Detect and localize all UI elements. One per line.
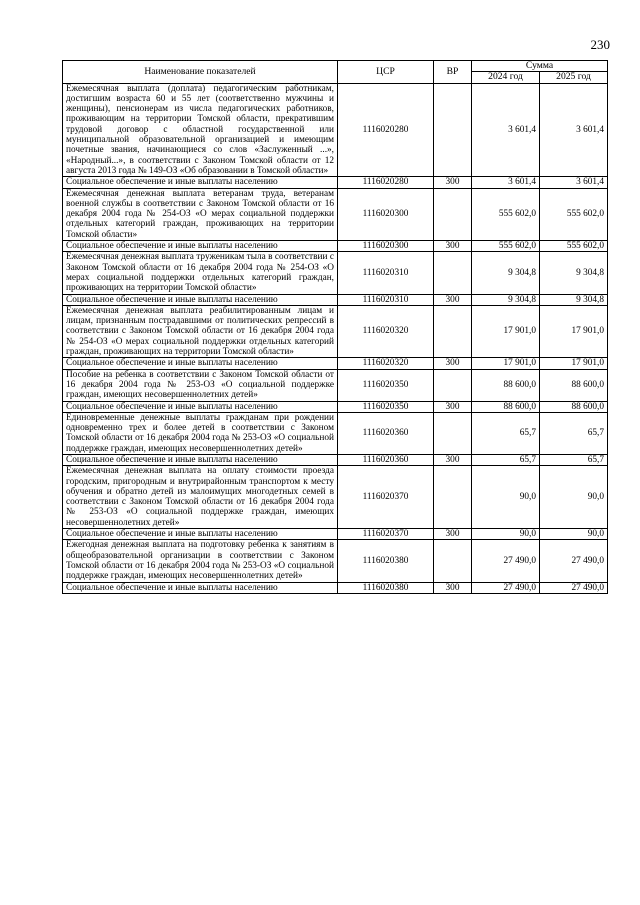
row-csr: 1116020300 — [338, 241, 434, 252]
row-name: Ежемесячная денежная выплата труженикам тыла в соответствии с Законом Томской области от 16 декабря 2004 года № 254-ОЗ «О мерах социальной поддержки отдельных категорий граждан, проживающих на территории Томской области» — [63, 252, 338, 294]
row-value-2024: 17 901,0 — [472, 305, 540, 357]
row-name: Ежемесячная выплата (доплата) педагогическим работникам, достигшим возраста 60 и 55 лет (соответственно мужчины и женщины), пенсионерам из числа педагогических работников, проживающим на территории Томской области, прекратившим трудовой договор с областной государственной или муниципальной образовательной организацией и имеющим почетные звания, начинающиеся со слов «Заслуженный ...», «Народный...», в соответствии с Законом Томской области от 12 августа 2013 года № 149-ОЗ «Об образовании в Томской области» — [63, 83, 338, 177]
row-value-2024: 90,0 — [472, 529, 540, 540]
row-value-2024: 27 490,0 — [472, 582, 540, 593]
row-value-2025: 88 600,0 — [540, 401, 608, 412]
row-value-2025: 27 490,0 — [540, 582, 608, 593]
row-value-2024: 555 602,0 — [472, 241, 540, 252]
row-value-2025: 9 304,8 — [540, 294, 608, 305]
row-name: Ежегодная денежная выплата на подготовку ребенка к занятиям в общеобразовательной организации в соответствии с Законом Томской области от 16 декабря 2004 года № 253-ОЗ «О социальной поддержке граждан, имеющих несовершеннолетних детей» — [63, 540, 338, 582]
header-year-2024: 2024 год — [472, 72, 540, 83]
table-row — [63, 466, 608, 529]
table-row — [63, 177, 608, 188]
table-row — [63, 294, 608, 305]
row-vr: 300 — [434, 241, 472, 252]
row-value-2025: 65,7 — [540, 412, 608, 454]
row-vr — [434, 305, 472, 357]
row-vr — [434, 188, 472, 240]
row-vr — [434, 540, 472, 582]
row-vr — [434, 412, 472, 454]
row-name: Ежемесячная денежная выплата реабилитированным лицам и лицам, признанным пострадавшими от политических репрессий в соответствии с Законом Томской области от 16 декабря 2004 года № 254-ОЗ «О мерах социальной поддержки отдельных категорий граждан, проживающих на территории Томской области» — [63, 305, 338, 357]
row-csr: 1116020320 — [338, 305, 434, 357]
row-csr: 1116020380 — [338, 582, 434, 593]
row-value-2025: 555 602,0 — [540, 188, 608, 240]
row-name: Социальное обеспечение и иные выплаты населению — [63, 582, 338, 593]
row-value-2025: 65,7 — [540, 454, 608, 465]
table-row — [63, 582, 608, 593]
header-vr: ВР — [434, 61, 472, 84]
row-csr: 1116020350 — [338, 401, 434, 412]
header-csr: ЦСР — [338, 61, 434, 84]
row-vr — [434, 466, 472, 529]
row-csr: 1116020350 — [338, 369, 434, 401]
row-csr: 1116020360 — [338, 454, 434, 465]
row-vr: 300 — [434, 177, 472, 188]
row-value-2024: 17 901,0 — [472, 358, 540, 369]
table-row — [63, 358, 608, 369]
row-name: Социальное обеспечение и иные выплаты населению — [63, 454, 338, 465]
row-value-2024: 88 600,0 — [472, 369, 540, 401]
table-row — [63, 540, 608, 582]
row-vr — [434, 83, 472, 177]
table-row — [63, 401, 608, 412]
row-value-2025: 17 901,0 — [540, 358, 608, 369]
row-vr: 300 — [434, 401, 472, 412]
budget-table — [62, 60, 608, 594]
row-name: Ежемесячная денежная выплата ветеранам труда, ветеранам военной службы в соответствии с Законом Томской области от 16 декабря 2004 года № 254-ОЗ «О мерах социальной поддержки отдельных категорий граждан, проживающих на территории Томской области» — [63, 188, 338, 240]
row-value-2025: 27 490,0 — [540, 540, 608, 582]
table-row — [63, 241, 608, 252]
table-row — [63, 188, 608, 240]
row-name: Социальное обеспечение и иные выплаты населению — [63, 241, 338, 252]
header-year-2025: 2025 год — [540, 72, 608, 83]
row-name: Социальное обеспечение и иные выплаты населению — [63, 529, 338, 540]
row-value-2025: 88 600,0 — [540, 369, 608, 401]
page-number: 230 — [590, 37, 610, 52]
row-vr — [434, 369, 472, 401]
row-value-2025: 17 901,0 — [540, 305, 608, 357]
row-name: Социальное обеспечение и иные выплаты населению — [63, 358, 338, 369]
row-csr: 1116020280 — [338, 177, 434, 188]
table-row — [63, 412, 608, 454]
row-value-2025: 90,0 — [540, 529, 608, 540]
row-csr: 1116020370 — [338, 529, 434, 540]
row-value-2024: 65,7 — [472, 454, 540, 465]
row-value-2025: 3 601,4 — [540, 83, 608, 177]
row-csr: 1116020360 — [338, 412, 434, 454]
row-vr: 300 — [434, 358, 472, 369]
row-value-2025: 9 304,8 — [540, 252, 608, 294]
row-vr: 300 — [434, 454, 472, 465]
header-sum: Сумма — [472, 61, 608, 72]
table-row — [63, 305, 608, 357]
row-vr: 300 — [434, 582, 472, 593]
row-value-2024: 65,7 — [472, 412, 540, 454]
table-row — [63, 454, 608, 465]
table-row — [63, 369, 608, 401]
row-value-2025: 90,0 — [540, 466, 608, 529]
row-csr: 1116020310 — [338, 252, 434, 294]
row-name: Социальное обеспечение и иные выплаты населению — [63, 177, 338, 188]
row-value-2024: 3 601,4 — [472, 83, 540, 177]
row-value-2024: 3 601,4 — [472, 177, 540, 188]
row-name: Социальное обеспечение и иные выплаты населению — [63, 401, 338, 412]
row-csr: 1116020320 — [338, 358, 434, 369]
table-row — [63, 529, 608, 540]
row-vr: 300 — [434, 294, 472, 305]
row-csr: 1116020300 — [338, 188, 434, 240]
row-name: Пособие на ребенка в соответствии с Законом Томской области от 16 декабря 2004 года № 253-ОЗ «О социальной поддержке граждан, имеющих несовершеннолетних детей» — [63, 369, 338, 401]
row-value-2025: 3 601,4 — [540, 177, 608, 188]
row-name: Единовременные денежные выплаты гражданам при рождении одновременно трех и более детей в соответствии с Законом Томской области от 16 декабря 2004 года № 253-ОЗ «О социальной поддержке граждан, имеющих несовершеннолетних детей» — [63, 412, 338, 454]
row-vr: 300 — [434, 529, 472, 540]
row-value-2024: 9 304,8 — [472, 252, 540, 294]
row-csr: 1116020310 — [338, 294, 434, 305]
row-value-2024: 555 602,0 — [472, 188, 540, 240]
row-value-2024: 88 600,0 — [472, 401, 540, 412]
table-row — [63, 252, 608, 294]
row-csr: 1116020380 — [338, 540, 434, 582]
row-csr: 1116020280 — [338, 83, 434, 177]
row-value-2024: 90,0 — [472, 466, 540, 529]
row-value-2025: 555 602,0 — [540, 241, 608, 252]
row-value-2024: 27 490,0 — [472, 540, 540, 582]
header-name: Наименование показателей — [63, 61, 338, 84]
table-row — [63, 83, 608, 177]
row-name: Ежемесячная денежная выплата на оплату стоимости проезда городским, пригородным и внутрирайонным транспортом к месту обучения и обратно детей из малоимущих многодетных семей в соответствии с Законом Томской области от 16 декабря 2004 года № 253-ОЗ «О социальной поддержке граждан, имеющих несовершеннолетних детей» — [63, 466, 338, 529]
row-name: Социальное обеспечение и иные выплаты населению — [63, 294, 338, 305]
row-value-2024: 9 304,8 — [472, 294, 540, 305]
row-csr: 1116020370 — [338, 466, 434, 529]
row-vr — [434, 252, 472, 294]
